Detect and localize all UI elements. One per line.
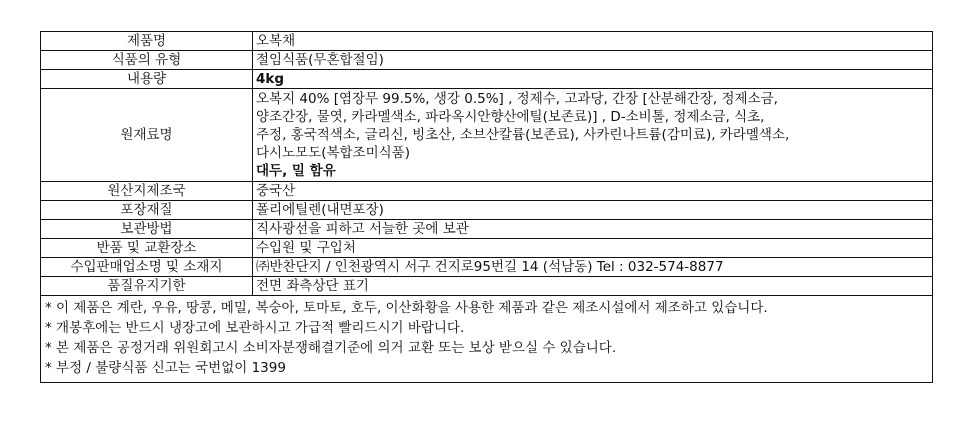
note-report-hotline: * 부정 / 불량식품 신고는 국번없이 1399 [45, 360, 286, 376]
row-value-product-name: 오복채 [253, 32, 933, 51]
row-label-product-name: 제품명 [41, 32, 253, 51]
allergen-notice: 대두, 밀 함유 [256, 163, 336, 179]
ingredients-line: 주정, 홍국적색소, 글리신, 빙초산, 소브산칼륨(보존료), 사카린나트륨(감미료), 카라멜색소, [256, 127, 790, 143]
row-label-ingredients: 원재료명 [41, 89, 253, 182]
row-value-ingredients [253, 89, 933, 182]
row-label-net-content: 내용량 [41, 70, 253, 89]
row-value-net-content: 4kg [253, 70, 933, 89]
row-value-food-type: 절임식품(무혼합절임) [253, 51, 933, 70]
ingredients-line: 양조간장, 물엿, 카라멜색소, 파라옥시안향산에틸(보존료)] , D-소비톨, 정제소금, 식초, [256, 109, 765, 125]
table-row [41, 51, 933, 70]
row-label-storage: 보관방법 [41, 220, 253, 239]
table-row [41, 182, 933, 201]
note-refrigerate: * 개봉후에는 반드시 냉장고에 보관하시고 가급적 빨리드시기 바랍니다. [45, 320, 465, 336]
row-value-returns: 수입원 및 구입처 [253, 239, 933, 258]
note-allergy-facility: * 이 제품은 계란, 우유, 땅콩, 메밀, 복숭아, 토마토, 호두, 이산화황을 사용한 제품과 같은 제조시설에서 제조하고 있습니다. [45, 300, 768, 316]
ingredients-line: 오복지 40% [염장무 99.5%, 생강 0.5%] , 정제수, 고과당, 간장 [산분해간장, 정제소금, [256, 91, 778, 107]
table-row [41, 32, 933, 51]
row-label-importer: 수입판매업소명 및 소재지 [41, 258, 253, 277]
table-row [41, 239, 933, 258]
table-row [41, 89, 933, 182]
table-row [41, 201, 933, 220]
note-consumer-rights: * 본 제품은 공정거래 위원회고시 소비자분쟁해결기준에 의거 교환 또는 보상 받으실 수 있습니다. [45, 340, 617, 356]
row-value-packaging: 폴리에틸렌(내면포장) [253, 201, 933, 220]
table-row [41, 70, 933, 89]
table-row [41, 277, 933, 296]
product-info-table [40, 31, 933, 296]
row-label-food-type: 식품의 유형 [41, 51, 253, 70]
table-row [41, 220, 933, 239]
row-value-origin: 중국산 [253, 182, 933, 201]
table-row [41, 258, 933, 277]
notes-box [40, 296, 933, 383]
row-value-shelf-life: 전면 좌측상단 표기 [253, 277, 933, 296]
row-value-storage: 직사광선을 피하고 서늘한 곳에 보관 [253, 220, 933, 239]
row-label-origin: 원산지제조국 [41, 182, 253, 201]
row-label-packaging: 포장재질 [41, 201, 253, 220]
row-label-shelf-life: 품질유지기한 [41, 277, 253, 296]
row-value-importer: ㈜반찬단지 / 인천광역시 서구 건지로95번길 14 (석남동) Tel : 032-574-8877 [253, 258, 933, 277]
ingredients-line: 다시노모도(복합조미식품) [256, 145, 410, 161]
row-label-returns: 반품 및 교환장소 [41, 239, 253, 258]
product-label-sheet [40, 31, 933, 383]
